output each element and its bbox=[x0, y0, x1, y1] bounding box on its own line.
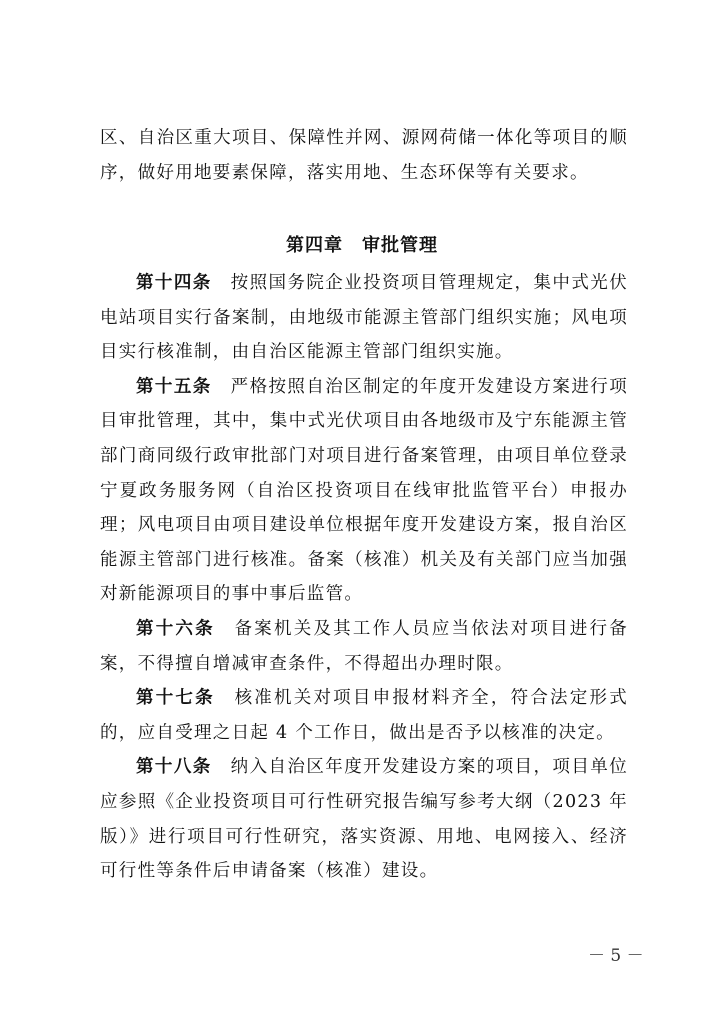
article-16 bbox=[100, 612, 628, 681]
article-14 bbox=[100, 266, 628, 370]
page-number: － 5 － bbox=[588, 946, 644, 966]
document-body bbox=[100, 121, 628, 190]
article-15-label: 第十五条 bbox=[136, 376, 212, 397]
article-16-label: 第十六条 bbox=[136, 618, 215, 639]
article-14-text: 按照国务院企业投资项目管理规定，集中式光伏电站项目实行备案制，由地级市能源主管部门组织实施；风电项目实行核准制，由自治区能源主管部门组织实施。 bbox=[100, 273, 628, 363]
chapter-title: 第四章 审批管理 bbox=[286, 235, 438, 256]
article-17-text: 核准机关对项目申报材料齐全，符合法定形式的，应自受理之日起 4 个工作日，做出是否予以核准的决定。 bbox=[100, 688, 628, 743]
article-18 bbox=[100, 750, 628, 888]
article-15 bbox=[100, 370, 628, 612]
article-17-label: 第十七条 bbox=[136, 688, 215, 709]
articles-section bbox=[100, 266, 628, 889]
article-15-text: 严格按照自治区制定的年度开发建设方案进行项目审批管理，其中，集中式光伏项目由各地级市及宁东能源主管部门商同级行政审批部门对项目进行备案管理，由项目单位登录宁夏政务服务网（自治区投资项目在线审批监管平台）申报办理；风电项目由项目建设单位根据年度开发建设方案，报自治区能源主管部门进行核准。备案（核准）机关及有关部门应当加强对新能源项目的事中事后监管。 bbox=[100, 376, 628, 605]
paragraph-continued: 区、自治区重大项目、保障性并网、源网荷储一体化等项目的顺序，做好用地要素保障，落实用地、生态环保等有关要求。 bbox=[100, 128, 628, 183]
article-16-text: 备案机关及其工作人员应当依法对项目进行备案，不得擅自增减审查条件，不得超出办理时限。 bbox=[100, 618, 628, 674]
article-18-label: 第十八条 bbox=[136, 757, 212, 778]
article-17 bbox=[100, 681, 628, 750]
article-18-text: 纳入自治区年度开发建设方案的项目，项目单位应参照《企业投资项目可行性研究报告编写参考大纲（2023 年版）》进行项目可行性研究，落实资源、用地、电网接入、经济可行性等条件后申请备案（核准）建设。 bbox=[100, 757, 628, 882]
article-14-label: 第十四条 bbox=[136, 273, 212, 293]
